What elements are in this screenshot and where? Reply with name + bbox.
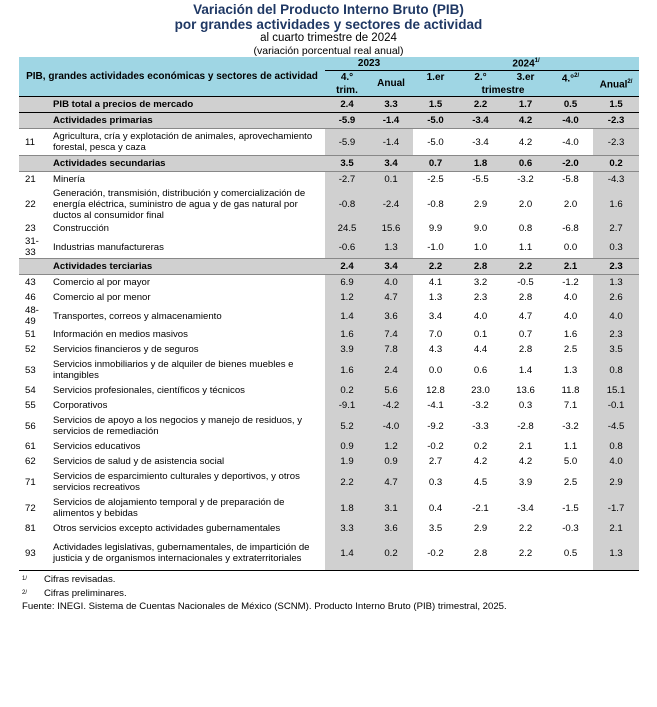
value-cell: 15.1 — [593, 383, 639, 398]
value-cell: 4.2 — [473, 456, 488, 468]
table-row — [19, 290, 639, 305]
row-label: Transportes, correos y almacenamiento — [53, 310, 222, 322]
value-cell: -2.3 — [593, 129, 639, 156]
value-cell: 1.6 — [325, 357, 369, 383]
header-label: PIB, grandes actividades económicas y sectores de actividad — [19, 57, 325, 97]
value-cell: 3.6 — [369, 305, 413, 327]
value-cell: 1.5 — [593, 97, 639, 113]
value-cell: 2.8 — [518, 292, 533, 304]
value-cell: 3.5 — [428, 523, 443, 535]
row-code: 51 — [25, 329, 36, 341]
value-cell: 3.5 — [325, 156, 369, 172]
value-cell: 0.3 — [593, 236, 639, 259]
footnote-1: $^{1/}$ Cifras revisadas. — [22, 574, 116, 586]
value-cell: 1.7 — [503, 97, 548, 113]
value-cell: 5.0 — [563, 456, 578, 468]
value-cell: 7.8 — [369, 342, 413, 357]
header-2023-anual: Anual — [369, 70, 413, 97]
value-cell: 1.3 — [593, 536, 639, 571]
value-cell: 4.1 — [428, 277, 443, 289]
table-row — [19, 495, 639, 521]
row-code: 31-33 — [25, 236, 39, 259]
value-cell: 2.8 — [458, 259, 503, 275]
value-cell: -0.2 — [427, 441, 444, 453]
value-cell: -3.4 — [517, 502, 534, 514]
value-cell: 0.3 — [428, 476, 443, 488]
header-year-2024: $2024^{1/}$ — [413, 57, 639, 70]
value-cell: -2.8 — [517, 420, 534, 432]
row-code: 54 — [25, 385, 36, 397]
value-cell: -1.4 — [369, 113, 413, 129]
row-label: Otros servicios excepto actividades gubernamentales — [53, 523, 281, 535]
value-cell: -4.2 — [369, 398, 413, 413]
value-cell: -3.4 — [458, 113, 503, 129]
value-cell: 4.0 — [563, 292, 578, 304]
value-cell: -4.0 — [369, 413, 413, 439]
value-cell: 2.3 — [593, 259, 639, 275]
value-cell: -0.5 — [517, 277, 534, 289]
value-cell: 4.4 — [473, 344, 488, 356]
header-2024-q4: 4.°$^{2/}$ — [548, 70, 593, 84]
value-cell: 0.2 — [369, 536, 413, 571]
value-cell: -2.3 — [593, 113, 639, 129]
value-cell: -3.3 — [472, 420, 489, 432]
sector-row — [19, 113, 639, 129]
value-cell: 2.1 — [548, 259, 593, 275]
value-cell: 0.0 — [563, 241, 578, 253]
value-cell: 24.5 — [325, 221, 369, 236]
value-cell: 1.4 — [325, 536, 369, 571]
value-cell: 1.5 — [413, 97, 458, 113]
footnotes — [22, 574, 657, 611]
value-cell: 1.4 — [518, 364, 533, 376]
value-cell: -2.1 — [472, 502, 489, 514]
table-row — [19, 454, 639, 469]
row-code: 71 — [25, 476, 36, 488]
value-cell: 2.3 — [593, 327, 639, 342]
value-cell: -9.2 — [427, 420, 444, 432]
value-cell: 1.0 — [473, 241, 488, 253]
table-row — [19, 172, 639, 188]
value-cell: 2.0 — [563, 198, 578, 210]
row-code: 23 — [25, 223, 36, 235]
value-cell: 3.1 — [369, 495, 413, 521]
value-cell: -0.8 — [427, 198, 444, 210]
header-2024-q3: 3.er — [503, 70, 548, 84]
value-cell: 1.1 — [518, 241, 533, 253]
table-row — [19, 129, 639, 156]
value-cell: 1.4 — [325, 305, 369, 327]
value-cell: 3.4 — [428, 310, 443, 322]
value-cell: 2.9 — [473, 198, 488, 210]
value-cell: 2.2 — [518, 523, 533, 535]
value-cell: 2.2 — [503, 259, 548, 275]
row-label: Actividades legislativas, gubernamentales, de impartición de justicia y de organismos internacionales y extraterritoriales — [49, 536, 325, 571]
value-cell: 5.6 — [369, 383, 413, 398]
value-cell: 1.3 — [369, 236, 413, 259]
value-cell: -5.0 — [427, 136, 444, 148]
pib-table — [19, 57, 639, 571]
value-cell: -5.8 — [562, 174, 579, 186]
value-cell: 1.3 — [563, 364, 578, 376]
value-cell: 2.7 — [428, 456, 443, 468]
row-code: 22 — [25, 198, 36, 210]
value-cell: -5.9 — [325, 129, 369, 156]
subtitle-units: (variación porcentual real anual) — [253, 45, 404, 57]
value-cell: 2.0 — [518, 198, 533, 210]
table-row — [19, 305, 639, 327]
value-cell: 3.3 — [369, 97, 413, 113]
value-cell: 9.9 — [428, 223, 443, 235]
row-label: Servicios financieros y de seguros — [53, 344, 199, 356]
value-cell: 3.5 — [593, 342, 639, 357]
header-2023-q4: 4.° — [325, 70, 369, 84]
value-cell: -3.2 — [562, 420, 579, 432]
value-cell: 23.0 — [471, 385, 490, 397]
value-cell: 1.8 — [458, 156, 503, 172]
value-cell: -2.7 — [325, 172, 369, 188]
value-cell: 0.7 — [518, 329, 533, 341]
value-cell: 0.2 — [593, 156, 639, 172]
title-block — [0, 0, 657, 57]
value-cell: 3.2 — [473, 277, 488, 289]
table-row — [19, 398, 639, 413]
value-cell: 7.1 — [563, 400, 578, 412]
value-cell: 3.4 — [369, 259, 413, 275]
header-2024-trimestre: trimestre — [413, 84, 593, 97]
table-row — [19, 357, 639, 383]
header-year-2023: 2023 — [325, 57, 413, 70]
value-cell: 4.3 — [428, 344, 443, 356]
value-cell: 2.5 — [563, 344, 578, 356]
value-cell: 4.5 — [473, 476, 488, 488]
row-code — [19, 113, 49, 129]
value-cell: -4.1 — [427, 400, 444, 412]
row-code: 52 — [25, 344, 36, 356]
header-2024-q1: 1.er — [413, 70, 458, 84]
value-cell: 1.3 — [428, 292, 443, 304]
value-cell: -9.1 — [325, 398, 369, 413]
value-cell: 0.5 — [548, 536, 593, 571]
row-label: Servicios de apoyo a los negocios y manejo de residuos, y servicios de remediación — [53, 415, 303, 438]
header-2024-anual: Anual$^{2/}$ — [593, 70, 639, 97]
row-label: Información en medios masivos — [53, 329, 188, 341]
table-row — [19, 275, 639, 291]
value-cell: 0.3 — [518, 400, 533, 412]
row-code: 81 — [25, 523, 36, 535]
value-cell: 15.6 — [369, 221, 413, 236]
value-cell: -0.6 — [325, 236, 369, 259]
value-cell: 4.0 — [369, 275, 413, 291]
value-cell: 4.0 — [473, 310, 488, 322]
row-code: 93 — [19, 536, 49, 571]
value-cell: 2.4 — [369, 357, 413, 383]
value-cell: 2.9 — [473, 523, 488, 535]
value-cell: 2.6 — [593, 290, 639, 305]
row-code: 48-49 — [25, 305, 39, 328]
value-cell: -3.2 — [517, 174, 534, 186]
row-label: Agricultura, cría y explotación de animales, aprovechamiento forestal, pesca y caza — [53, 131, 313, 154]
row-label: Comercio al por menor — [53, 292, 151, 304]
value-cell: 3.3 — [325, 521, 369, 536]
value-cell: 2.2 — [413, 259, 458, 275]
row-label: Minería — [53, 174, 85, 186]
table-row — [19, 221, 639, 236]
value-cell: -4.0 — [548, 113, 593, 129]
value-cell: -1.5 — [562, 502, 579, 514]
row-code — [19, 156, 49, 172]
row-label: Corporativos — [53, 400, 108, 412]
value-cell: 1.9 — [325, 454, 369, 469]
table-row — [19, 521, 639, 536]
value-cell: -4.3 — [593, 172, 639, 188]
value-cell: 4.2 — [503, 113, 548, 129]
value-cell: -6.8 — [562, 223, 579, 235]
value-cell: -1.4 — [369, 129, 413, 156]
row-code: 46 — [25, 292, 36, 304]
value-cell: 2.4 — [325, 259, 369, 275]
value-cell: 2.3 — [473, 292, 488, 304]
value-cell: 13.6 — [516, 385, 535, 397]
value-cell: -3.2 — [472, 400, 489, 412]
value-cell: 4.7 — [518, 310, 533, 322]
row-label: Servicios de salud y de asistencia social — [53, 456, 225, 468]
value-cell: 4.2 — [518, 456, 533, 468]
value-cell: 0.8 — [593, 357, 639, 383]
table-row — [19, 536, 639, 571]
value-cell: -0.2 — [413, 536, 458, 571]
row-code: 43 — [25, 277, 36, 289]
value-cell: 12.8 — [426, 385, 445, 397]
value-cell: -1.0 — [427, 241, 444, 253]
row-code — [19, 97, 49, 113]
source-note: Fuente: INEGI. Sistema de Cuentas Nacionales de México (SCNM). Producto Interno Bruto (PIB) trimestral, 2025. — [22, 600, 507, 612]
value-cell: 6.9 — [325, 275, 369, 291]
row-code: 72 — [25, 502, 36, 514]
table-row — [19, 236, 639, 259]
value-cell: 0.8 — [518, 223, 533, 235]
table-row — [19, 383, 639, 398]
value-cell: 0.0 — [428, 364, 443, 376]
value-cell: 3.9 — [325, 342, 369, 357]
value-cell: 0.1 — [473, 329, 488, 341]
row-label: Industrias manufactureras — [53, 241, 164, 253]
value-cell: -2.0 — [548, 156, 593, 172]
title-line-2: por grandes actividades y sectores de actividad — [174, 17, 483, 32]
total-row — [19, 97, 639, 113]
value-cell: 4.7 — [369, 469, 413, 495]
value-cell: 2.1 — [518, 441, 533, 453]
value-cell: 1.6 — [563, 329, 578, 341]
value-cell: 5.2 — [325, 413, 369, 439]
table-row — [19, 413, 639, 439]
value-cell: 7.4 — [369, 327, 413, 342]
value-cell: 2.7 — [593, 221, 639, 236]
row-code — [19, 259, 49, 275]
row-label: Comercio al por mayor — [53, 277, 151, 289]
value-cell: 9.0 — [473, 223, 488, 235]
row-label: Servicios de esparcimiento culturales y deportivos, y otros servicios recreativos — [53, 471, 300, 494]
value-cell: 1.2 — [325, 290, 369, 305]
row-label: Servicios educativos — [53, 441, 141, 453]
table-body — [19, 97, 639, 571]
value-cell: 4.0 — [563, 310, 578, 322]
value-cell: 0.5 — [548, 97, 593, 113]
table-row — [19, 469, 639, 495]
value-cell: 1.6 — [325, 327, 369, 342]
value-cell: -4.5 — [593, 413, 639, 439]
value-cell: 0.7 — [413, 156, 458, 172]
value-cell: 7.0 — [428, 329, 443, 341]
header-2023-trim: trim. — [325, 84, 369, 97]
subtitle: al cuarto trimestre de 2024 — [260, 32, 397, 44]
value-cell: 4.0 — [593, 305, 639, 327]
value-cell: -5.0 — [413, 113, 458, 129]
value-cell: -4.0 — [562, 136, 579, 148]
row-label: Actividades primarias — [49, 113, 325, 129]
row-label: Actividades terciarias — [49, 259, 325, 275]
value-cell: 2.9 — [593, 469, 639, 495]
header-2024-q2: 2.° — [458, 70, 503, 84]
table-row — [19, 439, 639, 454]
value-cell: 3.4 — [369, 156, 413, 172]
value-cell: -2.4 — [369, 187, 413, 221]
value-cell: 2.1 — [593, 521, 639, 536]
value-cell: 11.8 — [561, 385, 580, 397]
sector-row — [19, 156, 639, 172]
row-label: Servicios inmobiliarios y de alquiler de bienes muebles e intangibles — [53, 359, 294, 382]
row-code: 53 — [25, 364, 36, 376]
table-row — [19, 342, 639, 357]
value-cell: -0.3 — [562, 523, 579, 535]
value-cell: 0.8 — [593, 439, 639, 454]
row-code: 55 — [25, 400, 36, 412]
value-cell: 1.2 — [369, 439, 413, 454]
value-cell: 2.8 — [458, 536, 503, 571]
value-cell: 0.9 — [325, 439, 369, 454]
table-row — [19, 327, 639, 342]
value-cell: 2.2 — [458, 97, 503, 113]
title-line-1: Variación del Producto Interno Bruto (PIB) — [193, 2, 464, 17]
value-cell: 0.6 — [473, 364, 488, 376]
row-code: 21 — [25, 174, 36, 186]
value-cell: 1.8 — [325, 495, 369, 521]
row-code: 61 — [25, 441, 36, 453]
row-label: PIB total a precios de mercado — [49, 97, 325, 113]
value-cell: 0.2 — [473, 441, 488, 453]
value-cell: -3.4 — [472, 136, 489, 148]
value-cell: 2.4 — [325, 97, 369, 113]
footnote-2: $^{2/}$ Cifras preliminares. — [22, 587, 127, 599]
table-row — [19, 187, 639, 221]
row-label: Servicios profesionales, científicos y técnicos — [53, 385, 245, 397]
value-cell: 1.1 — [563, 441, 578, 453]
row-label: Construcción — [53, 223, 109, 235]
value-cell: 2.5 — [563, 476, 578, 488]
value-cell: 0.1 — [369, 172, 413, 188]
value-cell: 0.6 — [503, 156, 548, 172]
value-cell: 2.2 — [325, 469, 369, 495]
value-cell: 4.0 — [593, 454, 639, 469]
row-label: Servicios de alojamiento temporal y de preparación de alimentos y bebidas — [53, 497, 285, 520]
value-cell: 3.6 — [369, 521, 413, 536]
value-cell: -1.7 — [593, 495, 639, 521]
value-cell: 0.4 — [428, 502, 443, 514]
row-code: 62 — [25, 456, 36, 468]
value-cell: 2.8 — [518, 344, 533, 356]
value-cell: -2.5 — [427, 174, 444, 186]
sector-row — [19, 259, 639, 275]
row-code: 11 — [25, 136, 35, 148]
value-cell: -1.2 — [562, 277, 579, 289]
value-cell: 3.9 — [518, 476, 533, 488]
value-cell: -5.9 — [325, 113, 369, 129]
row-label: Generación, transmisión, distribución y comercialización de energía eléctrica, suministro de agua y de gas natural por ductos al consumidor final — [53, 187, 306, 221]
value-cell: 2.2 — [503, 536, 548, 571]
value-cell: -0.1 — [593, 398, 639, 413]
value-cell: -0.8 — [325, 187, 369, 221]
value-cell: 1.3 — [593, 275, 639, 291]
value-cell: 0.2 — [325, 383, 369, 398]
row-label: Actividades secundarias — [49, 156, 325, 172]
value-cell: 1.6 — [593, 187, 639, 221]
value-cell: 4.7 — [369, 290, 413, 305]
value-cell: -5.5 — [472, 174, 489, 186]
row-code: 56 — [25, 420, 36, 432]
value-cell: 4.2 — [518, 136, 533, 148]
value-cell: 0.9 — [369, 454, 413, 469]
